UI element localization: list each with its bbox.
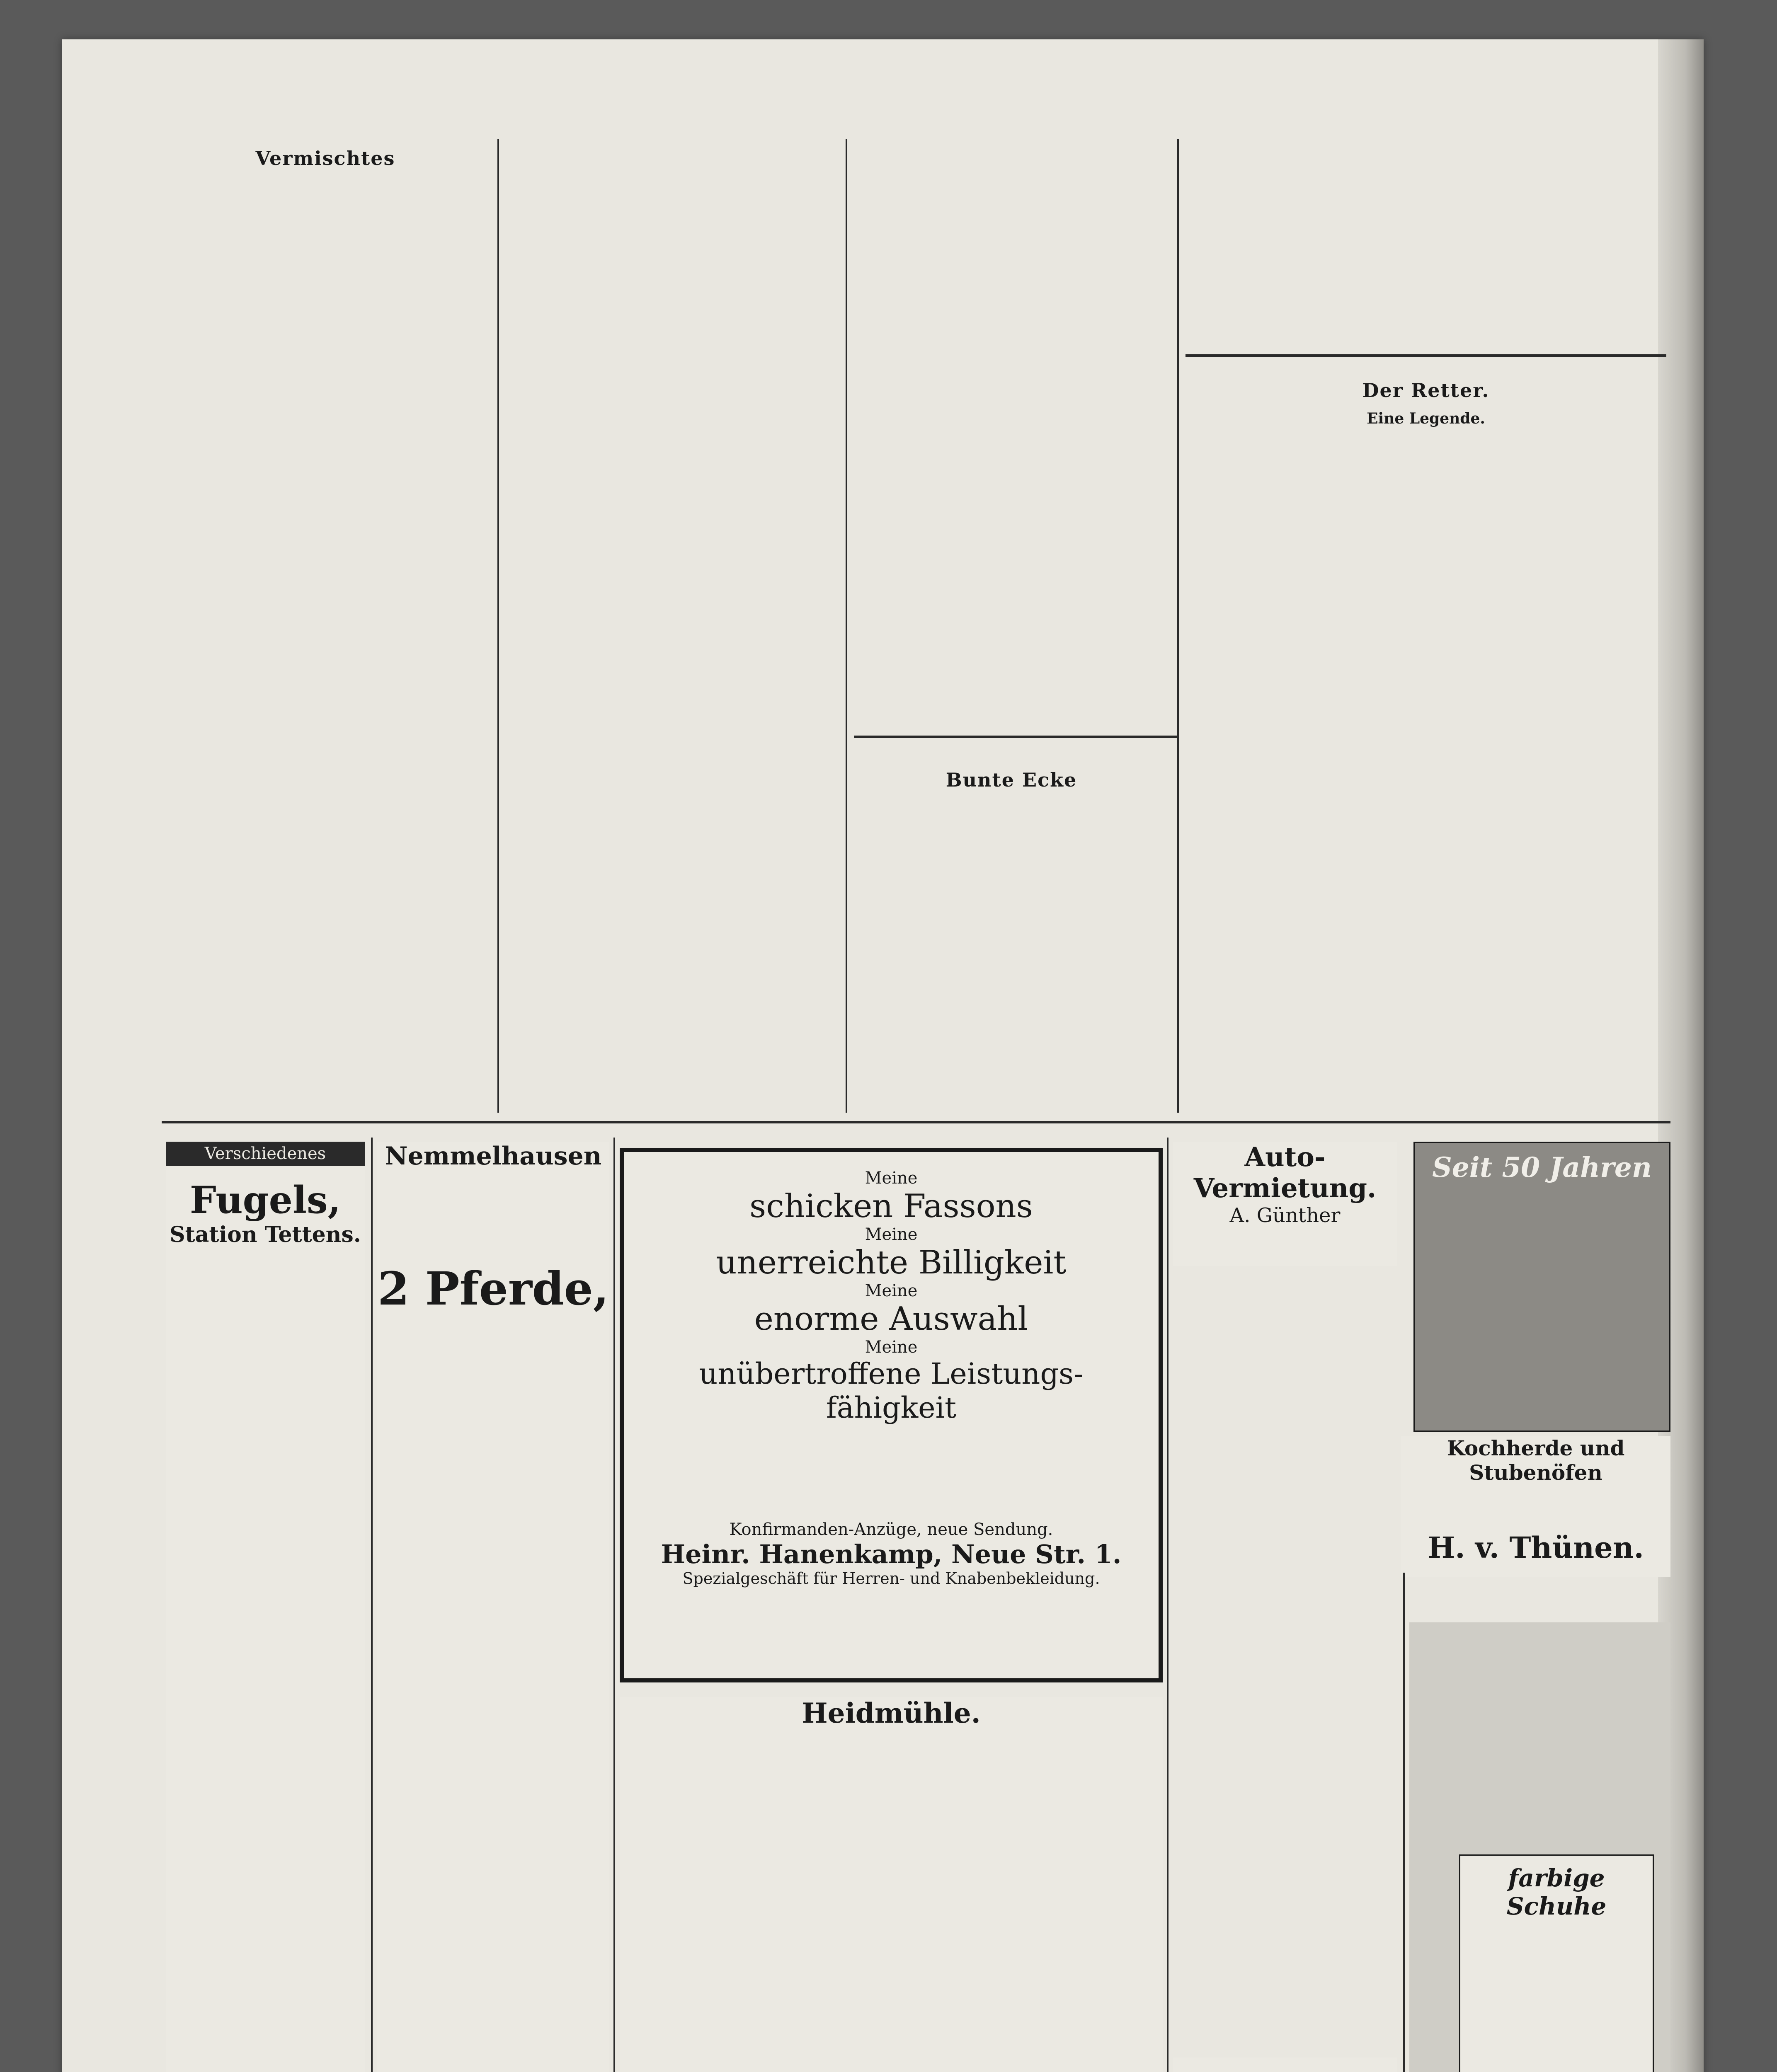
- section-label: Verschiedenes: [166, 1142, 365, 1166]
- column-heading: Bunte Ecke: [945, 769, 1077, 791]
- ad-auto: [1173, 1142, 1397, 1266]
- ad-title: Seit 50 Jahren: [1432, 1151, 1652, 1184]
- section-rule: [1185, 354, 1666, 357]
- ad-kochherde: [1401, 1436, 1670, 1577]
- ad-line: Heinr. Hanenkamp, Neue Str. 1.: [661, 1539, 1122, 1569]
- column-vermischtes: [162, 147, 489, 1100]
- ad-column-1: [166, 1142, 365, 2072]
- ad-line: fähigkeit: [826, 1391, 957, 1425]
- ad-erdal-illustration: [1409, 1622, 1670, 2072]
- ad-line: Meine: [865, 1169, 918, 1188]
- ad-erdal: [1459, 1854, 1654, 2072]
- column-rule: [1177, 139, 1179, 1113]
- poem-title: Der Retter.: [1362, 379, 1490, 402]
- column-rule: [497, 139, 499, 1113]
- ad-line: Meine: [865, 1338, 918, 1357]
- ad-line: Meine: [865, 1225, 918, 1244]
- ad-heidmuehle: [620, 1697, 1163, 2072]
- ad-name: H. v. Thünen.: [1428, 1530, 1644, 1565]
- ad-column-2: [377, 1142, 609, 2072]
- poem-subtitle: Eine Legende.: [1367, 410, 1485, 427]
- ad-title: Vermietung.: [1193, 1173, 1377, 1204]
- column-der-retter: [1185, 379, 1666, 1113]
- ad-headline: 2 Pferde,: [377, 1262, 609, 1315]
- ad-title: Heidmühle.: [802, 1697, 981, 1729]
- ad-rule: [371, 1138, 373, 2072]
- ad-title: Kochherde und Stubenöfen: [1447, 1436, 1625, 1485]
- ad-line: schicken Fassons: [749, 1188, 1033, 1225]
- column-3: [854, 147, 1169, 727]
- column-4-top: [1185, 147, 1666, 363]
- section-rule: [854, 736, 1177, 738]
- ad-line: Meine: [865, 1281, 918, 1300]
- ad-line: Konfirmanden-Anzüge, neue Sendung.: [729, 1520, 1053, 1539]
- ad-subtitle: Station Tettens.: [170, 1222, 361, 1247]
- ad-line: unerreichte Billigkeit: [716, 1244, 1067, 1281]
- ad-title: Fugels,: [189, 1178, 341, 1222]
- ad-line: Spezialgeschäft für Herren- und Knabenbekleidung.: [682, 1569, 1100, 1588]
- ad-line: unübertroffene Leistungs-: [699, 1357, 1084, 1391]
- ad-rule: [1403, 1573, 1405, 2072]
- ad-title: Auto-: [1244, 1142, 1326, 1173]
- ad-name: A. Günther: [1229, 1204, 1341, 1227]
- ad-rule: [613, 1138, 615, 2072]
- ad-drillmaschine: [1173, 2057, 1397, 2072]
- ad-title: farbige Schuhe: [1506, 1864, 1607, 1920]
- ad-seife: [1413, 1142, 1670, 1432]
- ad-hanenkamp: [620, 1148, 1163, 1682]
- column-rule: [846, 139, 847, 1113]
- column-2: [506, 147, 837, 1113]
- ad-rule: [1167, 1138, 1169, 2072]
- ads-divider: [162, 1121, 1670, 1123]
- ad-title: Nemmelhausen: [385, 1142, 602, 1171]
- newspaper-page: [62, 39, 1704, 2072]
- column-heading: Vermischtes: [255, 147, 395, 169]
- column-bunte-ecke: [854, 769, 1169, 1113]
- ad-line: enorme Auswahl: [754, 1300, 1028, 1338]
